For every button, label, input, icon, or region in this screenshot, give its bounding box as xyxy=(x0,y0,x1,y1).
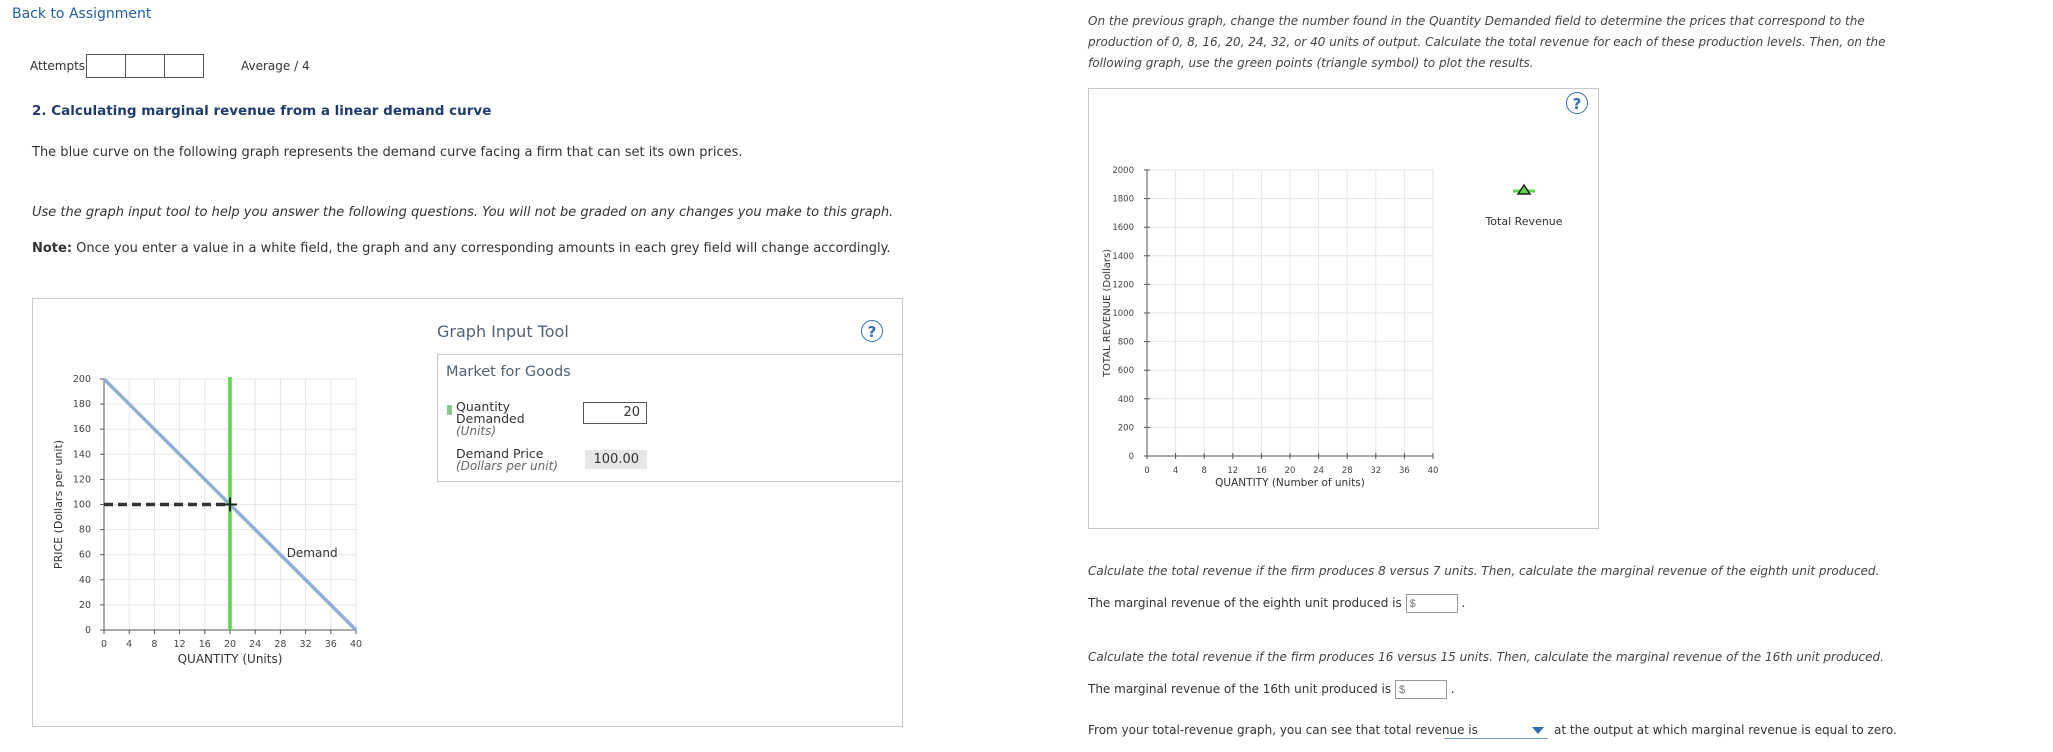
quantity-color-swatch xyxy=(447,405,452,415)
y-tick-label: 1400 xyxy=(1112,251,1134,262)
x-tick-label: 36 xyxy=(324,639,337,650)
back-to-assignment-link[interactable]: Back to Assignment xyxy=(12,6,152,22)
y-tick-label: 60 xyxy=(78,549,91,561)
q1-text: Calculate the total revenue if the firm produces 8 versus 7 units. Then, calculate the marginal revenue of the eighth unit produced. xyxy=(1088,564,1880,578)
graph-input-tool-box xyxy=(437,354,903,482)
x-tick-label: 16 xyxy=(1255,466,1267,476)
x-tick-label: 28 xyxy=(1341,466,1353,476)
note-label: Note: xyxy=(32,241,73,256)
market-title: Market for Goods xyxy=(446,364,571,380)
q1-answer-label: The marginal revenue of the eighth unit produced is xyxy=(1088,596,1402,610)
x-tick-label: 16 xyxy=(198,639,211,650)
x-tick-label: 12 xyxy=(173,639,186,650)
graph-input-tool-title: Graph Input Tool xyxy=(437,322,569,341)
q2-text: Calculate the total revenue if the firm produces 16 versus 15 units. Then, calculate the marginal revenue of the 16th unit produced. xyxy=(1088,650,1884,664)
right-instruction: On the previous graph, change the number found in the Quantity Demanded field to determine the prices that correspond to the production of 0, 8, 16, 20, 24, 32, or 40 units of output. Calculate the total revenue for each of these production levels. Then, on the following graph, use the green points (triangle symbol) to plot the results. xyxy=(1088,14,1886,70)
demand-label: Demand xyxy=(286,546,338,561)
attempt-box xyxy=(164,54,204,78)
y-tick-label: 140 xyxy=(72,449,91,461)
period: . xyxy=(1450,682,1455,696)
attempt-box xyxy=(125,54,165,78)
x-tick-label: 36 xyxy=(1398,466,1410,476)
y-tick-label: 0 xyxy=(1128,452,1134,462)
q2-answer-label: The marginal revenue of the 16th unit produced is xyxy=(1088,682,1392,696)
total-revenue-dropdown[interactable] xyxy=(1444,720,1548,739)
quantity-label xyxy=(456,401,525,437)
y-tick-label: 0 xyxy=(84,625,91,636)
help-icon[interactable]: ? xyxy=(861,320,883,342)
legend-label: Total Revenue xyxy=(1485,215,1563,228)
y-axis-label: PRICE (Dollars per unit) xyxy=(52,439,65,570)
x-tick-label: 32 xyxy=(299,639,312,650)
y-tick-label: 80 xyxy=(78,524,91,536)
y-tick-label: 1600 xyxy=(1112,223,1134,234)
question-intro: The blue curve on the following graph represents the demand curve facing a firm that can set its own prices. xyxy=(32,145,743,160)
quantity-label-line2: Demanded xyxy=(456,411,525,426)
y-tick-label: 100 xyxy=(72,499,91,511)
attempt-box xyxy=(86,54,126,78)
y-tick-label: 2000 xyxy=(1112,166,1134,176)
y-tick-label: 200 xyxy=(72,374,91,385)
q3-text-after: at the output at which marginal revenue is equal to zero. xyxy=(1554,723,1897,737)
y-tick-label: 600 xyxy=(1117,366,1134,377)
x-tick-label: 40 xyxy=(1427,466,1439,476)
x-tick-label: 20 xyxy=(223,639,237,650)
price-unit: (Dollars per unit) xyxy=(456,459,558,473)
question-instruction: Use the graph input tool to help you answer the following questions. You will not be graded on any changes you make to this graph. xyxy=(32,205,894,220)
x-tick-label: 8 xyxy=(151,639,158,650)
x-tick-label: 0 xyxy=(1144,466,1150,476)
x-tick-label: 28 xyxy=(274,639,287,650)
y-tick-label: 400 xyxy=(1117,394,1134,405)
total-revenue-chart xyxy=(1092,150,1592,500)
chevron-down-icon xyxy=(1532,727,1544,734)
average-label: Average xyxy=(241,59,291,73)
q2-answer-row xyxy=(1088,680,1455,699)
demand-price-value: 100.00 xyxy=(585,450,647,469)
x-tick-label: 4 xyxy=(126,639,133,650)
marginal-revenue-8th-input[interactable] xyxy=(1406,594,1458,613)
question-title: 2. Calculating marginal revenue from a linear demand curve xyxy=(32,103,492,119)
question-note xyxy=(32,241,891,256)
y-tick-label: 160 xyxy=(72,424,91,436)
y-tick-label: 40 xyxy=(78,574,91,586)
price-label-line1: Demand Price xyxy=(456,446,544,461)
marginal-revenue-16th-input[interactable] xyxy=(1395,680,1447,699)
q1-answer-row xyxy=(1088,594,1465,613)
demand-chart xyxy=(40,360,370,680)
x-tick-label: 4 xyxy=(1172,466,1179,476)
y-tick-label: 120 xyxy=(72,474,91,486)
quantity-label-line1: Quantity xyxy=(456,399,511,414)
x-tick-label: 40 xyxy=(349,639,363,650)
y-tick-label: 1200 xyxy=(1112,280,1134,291)
y-tick-label: 800 xyxy=(1117,337,1134,348)
x-tick-label: 12 xyxy=(1227,466,1239,476)
note-text: Once you enter a value in a white field, the graph and any corresponding amounts in each grey field will change accordingly. xyxy=(72,241,891,256)
x-tick-label: 0 xyxy=(100,639,108,650)
quantity-demanded-input[interactable]: 20 xyxy=(583,402,647,424)
y-tick-label: 180 xyxy=(72,399,91,411)
average-value: / 4 xyxy=(294,59,310,73)
x-tick-label: 24 xyxy=(249,639,262,650)
x-tick-label: 32 xyxy=(1370,466,1382,476)
x-tick-label: 20 xyxy=(1284,466,1296,476)
x-tick-label: 8 xyxy=(1201,466,1207,476)
y-axis-label: TOTAL REVENUE (Dollars) xyxy=(1102,248,1113,378)
y-tick-label: 1800 xyxy=(1112,194,1134,205)
average-score xyxy=(241,59,310,73)
x-axis-label: QUANTITY (Number of units) xyxy=(1215,477,1365,489)
attempt-boxes xyxy=(86,54,203,82)
quantity-unit: (Units) xyxy=(456,424,497,438)
x-tick-label: 24 xyxy=(1313,466,1325,476)
help-icon[interactable]: ? xyxy=(1566,92,1588,114)
x-axis-label: QUANTITY (Units) xyxy=(177,652,283,666)
q3-text-before: From your total-revenue graph, you can see that total revenue is xyxy=(1088,723,1478,737)
attempts-label: Attempts xyxy=(30,59,86,73)
y-tick-label: 200 xyxy=(1117,423,1134,434)
y-tick-label: 20 xyxy=(78,599,91,611)
period: . xyxy=(1461,596,1466,610)
y-tick-label: 1000 xyxy=(1112,309,1134,319)
price-label xyxy=(456,447,558,473)
